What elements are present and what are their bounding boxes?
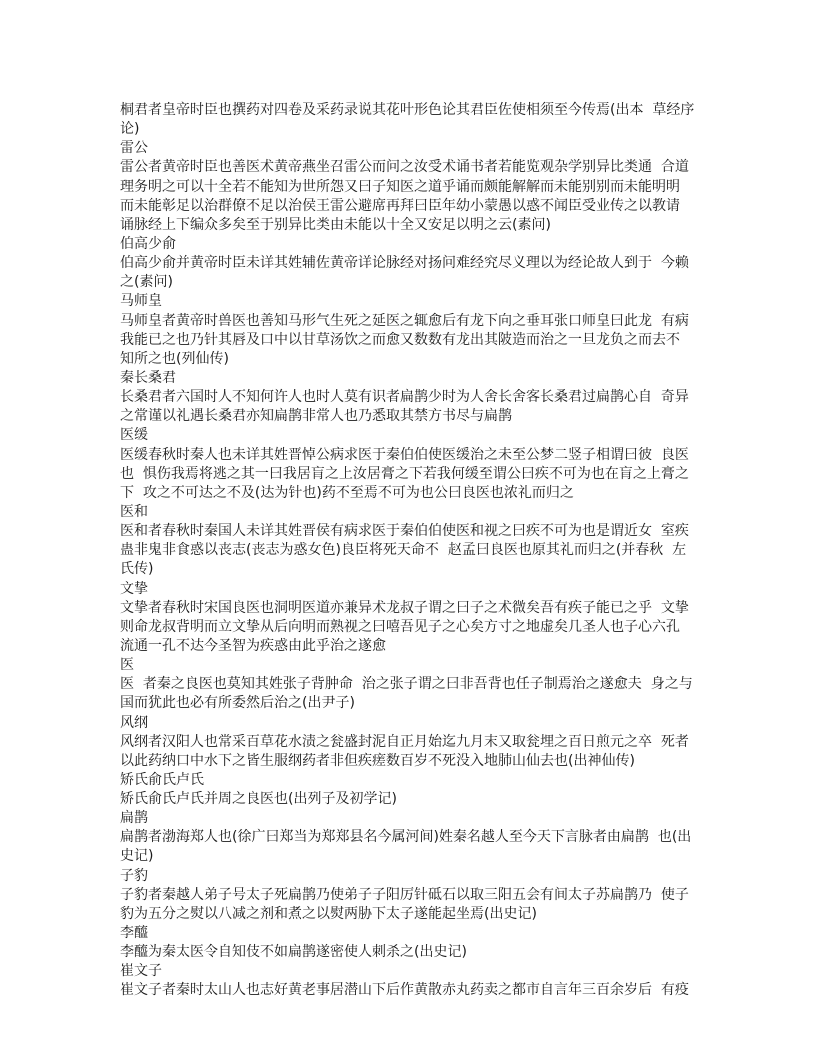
text-line: 以此药纳口中水下之皆生服纲药者非但疾瘥数百岁不死没入地肺山仙去也(出神仙传) <box>120 752 635 769</box>
entry-heading: 李醯 <box>120 925 148 942</box>
entry-paragraph <box>120 886 720 924</box>
text-line: 国而犹此也必有所委然后治之(出尹子) <box>120 695 355 712</box>
entry-paragraph <box>120 446 720 503</box>
text-line: 氏传) <box>120 561 154 578</box>
text-line: 雷公者黄帝时臣也善医术黄帝燕坐召雷公而问之汝受术诵书者若能览观杂学别异比类通 合道 <box>120 159 689 176</box>
entry-heading: 伯高少俞 <box>120 235 176 252</box>
text-line: 豹为五分之熨以八减之剂和煮之以熨两胁下太子遂能起坐焉(出史记) <box>120 905 537 922</box>
entry-heading: 矫氏俞氏卢氏 <box>120 771 204 788</box>
text-line: 蛊非鬼非食惑以丧志(丧志为惑女色)良臣将死天命不 赵孟曰良医也原其礼而归之(并春秋 左 <box>120 542 687 559</box>
entry-paragraph <box>120 981 720 1000</box>
entry-paragraph <box>120 522 720 579</box>
text-line: 风纲者汉阳人也常采百草花水渍之瓮盛封泥自正月始迄九月末又取瓮埋之百日煎元之卒 死者 <box>120 733 689 750</box>
text-line: 医 者秦之良医也莫知其姓张子背肿命 治之张子谓之曰非吾背也任子制焉治之遂愈夫 身之与 <box>120 676 693 693</box>
text-line: 之(素问) <box>120 274 173 291</box>
text-line: 之常谨以礼遇长桑君亦知扁鹊非常人也乃悉取其禁方书尽与扁鹊 <box>120 408 512 425</box>
text-line: 长桑君者六国时人不知何许人也时人莫有识者扁鹊少时为人舍长舍客长桑君过扁鹊心自 奇异 <box>120 389 689 406</box>
entry-heading: 医缓 <box>120 427 148 444</box>
document-body <box>120 101 720 1001</box>
entry-paragraph <box>120 101 720 139</box>
entry-paragraph <box>120 733 720 771</box>
text-line: 也 惧伤我焉将逃之其一曰我居肓之上汝居膏之下若我何缓至谓公曰疾不可为也在肓之上膏之 <box>120 465 689 482</box>
entry-heading: 马师皇 <box>120 293 162 310</box>
text-line: 医缓春秋时秦人也未详其姓晋悼公病求医于秦伯伯使医缓治之未至公梦二竖子相谓曰彼 良医 <box>120 446 689 463</box>
entry-heading: 文挚 <box>120 580 148 597</box>
entry-paragraph <box>120 388 720 426</box>
text-line: 伯高少俞并黄帝时臣未详其姓辅佐黄帝详论脉经对扬问难经究尽义理以为经论故人到于 今赖 <box>120 255 689 272</box>
text-line: 文挚者春秋时宋国良医也洞明医道亦兼异术龙叔子谓之曰子之术微矣吾有疾子能已之乎 文挚 <box>120 599 689 616</box>
text-line: 史记) <box>120 848 154 865</box>
text-line: 扁鹊者渤海郑人也(徐广曰郑当为郑郑县名今属河间)姓秦名越人至今天下言脉者由扁鹊 也(出 <box>120 829 692 846</box>
entry-heading: 风纲 <box>120 714 148 731</box>
entry-heading: 子豹 <box>120 867 148 884</box>
entry-paragraph <box>120 943 720 962</box>
entry-paragraph <box>120 254 720 292</box>
entry-heading: 雷公 <box>120 140 148 157</box>
entry-paragraph <box>120 675 720 713</box>
entry-heading: 崔文子 <box>120 963 162 980</box>
entry-paragraph <box>120 312 720 369</box>
entry-heading: 秦长桑君 <box>120 369 176 386</box>
text-line: 论) <box>120 121 140 138</box>
text-line: 诵脉经上下编众多矣至于别异比类由未能以十全又安足以明之云(素问) <box>120 216 551 233</box>
entry-paragraph <box>120 158 720 235</box>
text-line: 知所之也(列仙传) <box>120 350 229 367</box>
text-line: 马师皇者黄帝时兽医也善知马形气生死之延医之辄愈后有龙下向之垂耳张口师皇曰此龙 有病 <box>120 312 689 329</box>
text-line: 而未能彰足以治群僚不足以治侯王雷公避席再拜曰臣年幼小蒙愚以惑不闻臣受业传之以教请 <box>120 197 680 214</box>
text-line: 我能已之也乃针其唇及口中以甘草汤饮之而愈又数数有龙出其陂造而治之一旦龙负之而去不 <box>120 331 680 348</box>
entry-heading: 扁鹊 <box>120 810 148 827</box>
entry-heading: 医和 <box>120 503 148 520</box>
text-line: 崔文子者秦时太山人也志好黄老事居潜山下后作黄散赤丸药卖之都市自言年三百余岁后 有疫 <box>120 982 689 999</box>
entry-paragraph <box>120 790 720 809</box>
text-line: 则命龙叔背明而立文挚从后向明而熟视之曰嘻吾见子之心矣方寸之地虚矣几圣人也子心六孔 <box>120 618 680 635</box>
entry-paragraph <box>120 828 720 866</box>
entry-paragraph <box>120 599 720 656</box>
text-line: 子豹者秦越人弟子号太子死扁鹊乃使弟子子阳厉针砥石以取三阳五会有间太子苏扁鹊乃 使子 <box>120 886 689 903</box>
text-line: 理务明之可以十全若不能知为世所怨又曰子知医之道乎诵而颇能解解而未能别别而未能明明 <box>120 178 680 195</box>
text-line: 桐君者皇帝时臣也撰药对四卷及采药录说其花叶形色论其君臣佐使相须至今传焉(出本 草经序 <box>120 102 695 118</box>
text-line: 医和者春秋时秦国人未详其姓晋侯有病求医于秦伯伯使医和视之曰疾不可为也是谓近女 室疾 <box>120 523 689 540</box>
text-line: 流通一孔不达今圣智为疾惑由此乎治之遂愈 <box>120 637 386 654</box>
text-line: 李醯为秦太医令自知伎不如扁鹊遂密使人刺杀之(出史记) <box>120 944 467 961</box>
entry-heading: 医 <box>120 657 134 674</box>
text-line: 下 攻之不可达之不及(达为针也)药不至焉不可为也公曰良医也浓礼而归之 <box>120 484 574 501</box>
text-line: 矫氏俞氏卢氏并周之良医也(出列子及初学记) <box>120 791 397 808</box>
